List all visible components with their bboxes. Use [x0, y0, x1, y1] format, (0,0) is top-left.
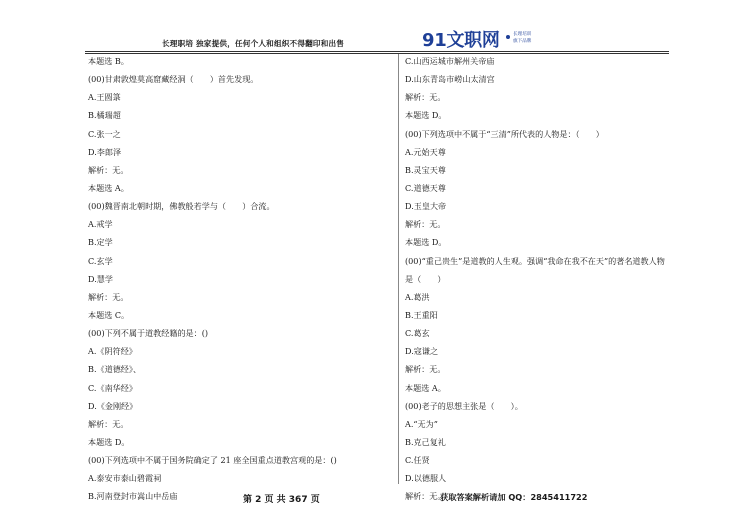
text-line: A.戒学 — [88, 219, 113, 230]
text-line: 本题选 D。 — [405, 237, 447, 248]
text-line: A.《阴符经》 — [88, 346, 137, 357]
text-line: A.王圆箓 — [88, 92, 121, 103]
text-line: 解析：无。 — [405, 364, 446, 375]
text-line: B.灵宝天尊 — [405, 164, 446, 175]
logo-text: 91文职网 — [422, 30, 500, 51]
text-line: (00)甘肃敦煌莫高窟藏经洞（ ）首先发现。 — [88, 74, 259, 85]
text-line: A.葛洪 — [405, 291, 430, 302]
text-line: C.玄学 — [88, 255, 113, 266]
logo-dot-icon — [506, 35, 510, 39]
text-line: 本题选 D。 — [405, 110, 447, 121]
text-line: 解析：无。 — [405, 219, 446, 230]
text-line: 本题选 D。 — [88, 436, 130, 447]
text-line: B.王重阳 — [405, 309, 438, 320]
text-line: 本题选 A。 — [405, 382, 446, 393]
text-line: 解析：无。 — [88, 418, 129, 429]
text-line: C.任贤 — [405, 455, 430, 466]
text-line: D.慧学 — [88, 273, 113, 284]
text-line: D.以德服人 — [405, 473, 447, 484]
text-line: A.泰安市泰山碧霞祠 — [88, 473, 162, 484]
text-line: B.《道德经》、 — [88, 364, 142, 375]
text-line: (00)下列选项中不属于国务院确定了 21 座全国重点道教宫观的是：() — [88, 455, 337, 466]
text-line: 解析：无。 — [405, 92, 446, 103]
text-line: 是（ ） — [405, 273, 446, 284]
text-line: B.橘瑞超 — [88, 110, 121, 121]
text-line: 本题选 B。 — [88, 56, 129, 66]
text-line: C.道德天尊 — [405, 182, 446, 193]
text-line: B.克己复礼 — [405, 436, 446, 447]
text-line: C.《南华经》 — [88, 382, 137, 393]
text-line: D.《金刚经》 — [88, 400, 138, 411]
text-line: 本题选 A。 — [88, 182, 129, 193]
text-line: 解析：无。 — [405, 491, 446, 502]
text-line: D.李郎泽 — [88, 146, 122, 157]
logo-subtitle-1: 长理培训 — [513, 32, 532, 37]
text-line: 本题选 C。 — [88, 309, 130, 320]
text-line: C.山西运城市解州关帝庙 — [405, 56, 495, 66]
text-line: C.葛玄 — [405, 328, 430, 339]
text-line: 解析：无。 — [88, 164, 129, 175]
right-column — [405, 52, 710, 506]
text-line: A.“无为” — [405, 418, 438, 429]
text-line: B.河南登封市嵩山中岳庙 — [88, 491, 178, 502]
text-line: 解析：无。 — [88, 291, 129, 302]
text-line: (00)“重己贵生”是道教的人生观。强调“我命在我不在天”的著名道教人物 — [405, 255, 665, 266]
logo-subtitle-2: 旗下品牌 — [513, 39, 532, 44]
text-line: D.山东青岛市崂山太清宫 — [405, 74, 495, 85]
footer-page-number: 第 2 页 共 367 页 — [243, 495, 320, 505]
left-column — [88, 52, 393, 506]
text-line: (00)魏晋南北朝时期，佛教般若学与（ ）合流。 — [88, 201, 275, 212]
text-line: C.张一之 — [88, 128, 121, 139]
text-line: (00)老子的思想主张是（ ）。 — [405, 400, 523, 411]
text-line: A.元始天尊 — [405, 146, 446, 157]
text-line: (00)下列不属于道教经籍的是：() — [88, 328, 209, 339]
footer-contact: 获取答案解析请加 QQ：2845411722 — [440, 492, 588, 502]
text-line: B.定学 — [88, 237, 113, 248]
text-line: D.玉皇大帝 — [405, 201, 447, 212]
text-line: (00)下列选项中不属于“三清”所代表的人物是：（ ） — [405, 128, 604, 139]
text-line: D.寇谦之 — [405, 346, 439, 357]
column-divider — [398, 54, 399, 484]
header-notice: 长理职培 独家提供，任何个人和组织不得翻印和出售 — [162, 39, 345, 48]
